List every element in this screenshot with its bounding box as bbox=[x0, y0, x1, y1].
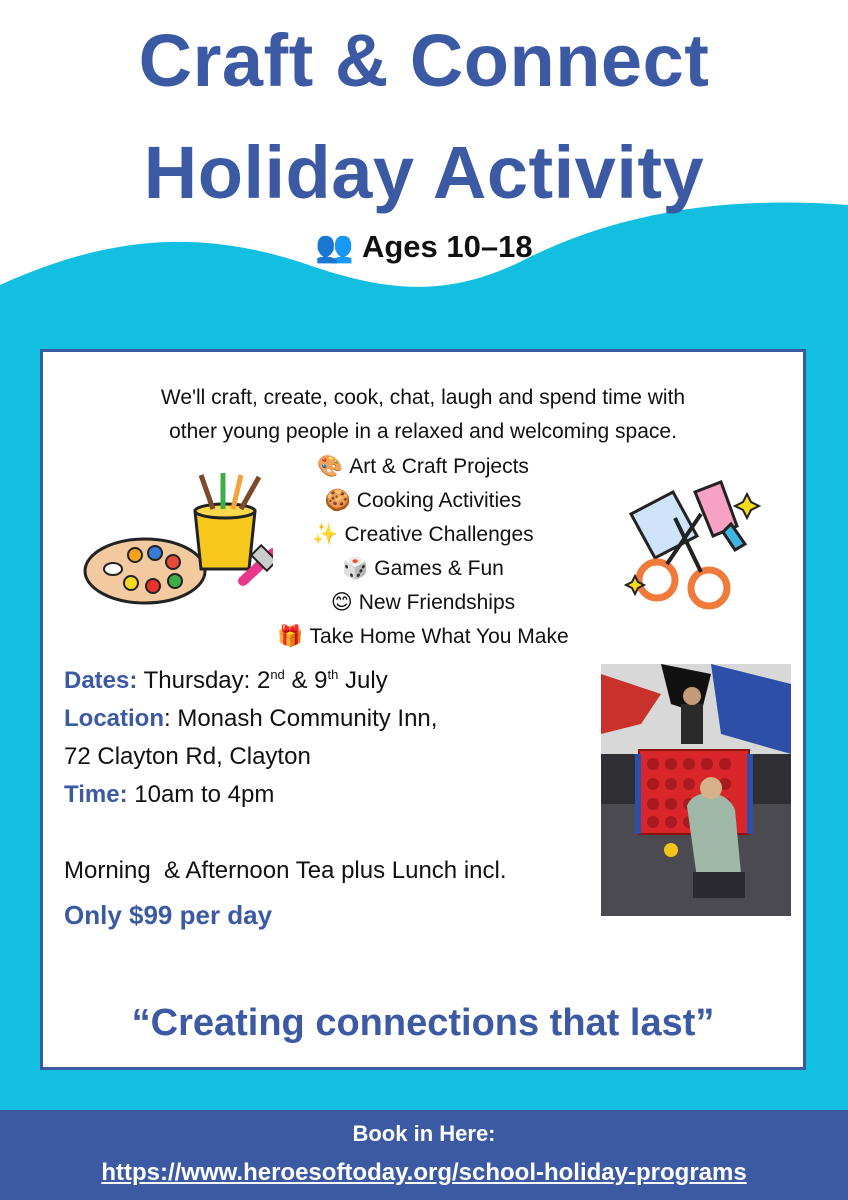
people-icon: 👥 bbox=[315, 229, 354, 264]
ages-label: Ages 10–18 bbox=[361, 229, 533, 264]
dates-day1: Thursday: 2 bbox=[137, 667, 271, 694]
event-details bbox=[64, 662, 604, 814]
page-title-line2: Holiday Activity bbox=[143, 131, 705, 214]
book-label: Book in Here: bbox=[352, 1121, 496, 1146]
feature-label: New Friendships bbox=[358, 591, 516, 614]
palette-icon: 🎨 bbox=[317, 455, 344, 478]
art-supplies-illustration bbox=[83, 469, 273, 609]
price: Only $99 per day bbox=[64, 900, 273, 930]
age-range bbox=[0, 228, 848, 265]
feature-label: Cooking Activities bbox=[356, 489, 522, 512]
feature-label: Creative Challenges bbox=[344, 523, 534, 546]
booking-footer bbox=[0, 1110, 848, 1200]
feature-item bbox=[43, 620, 803, 654]
time-value: 10am to 4pm bbox=[127, 781, 275, 808]
smile-icon: 😊 bbox=[330, 591, 353, 614]
dates-sup2: th bbox=[327, 667, 339, 682]
feature-label: Games & Fun bbox=[374, 557, 504, 580]
feature-label: Art & Craft Projects bbox=[349, 455, 529, 478]
booking-link[interactable]: https://www.heroesoftoday.org/school-holiday-programs bbox=[101, 1159, 747, 1186]
cookie-icon: 🍪 bbox=[324, 489, 351, 512]
dates-day2: & 9 bbox=[284, 667, 328, 694]
location-label: Location bbox=[64, 705, 164, 732]
feature-label: Take Home What You Make bbox=[309, 625, 569, 648]
activity-photo bbox=[601, 664, 791, 916]
dates-label: Dates: bbox=[64, 667, 138, 694]
sparkles-icon: ✨ bbox=[312, 523, 339, 546]
intro-line2: other young people in a relaxed and welcoming space. bbox=[169, 420, 677, 443]
info-card bbox=[40, 349, 806, 1070]
dates-month: July bbox=[338, 667, 388, 694]
time-label: Time: bbox=[64, 781, 128, 808]
dates-row bbox=[64, 662, 604, 700]
location-value: : Monash Community Inn, bbox=[164, 705, 438, 732]
dice-icon: 🎲 bbox=[342, 557, 369, 580]
page-title-line1: Craft & Connect bbox=[138, 19, 710, 102]
time-row bbox=[64, 776, 604, 814]
dates-sup1: nd bbox=[270, 667, 285, 682]
meal-info: Morning & Afternoon Tea plus Lunch incl. bbox=[64, 857, 507, 884]
scissors-glue-illustration bbox=[623, 474, 763, 614]
location-row bbox=[64, 700, 604, 738]
location-address: 72 Clayton Rd, Clayton bbox=[64, 743, 311, 770]
tagline-quote: “Creating connections that last” bbox=[131, 1002, 715, 1044]
gift-icon: 🎁 bbox=[277, 625, 304, 648]
intro-line1: We'll craft, create, cook, chat, laugh and spend time with bbox=[160, 386, 686, 409]
